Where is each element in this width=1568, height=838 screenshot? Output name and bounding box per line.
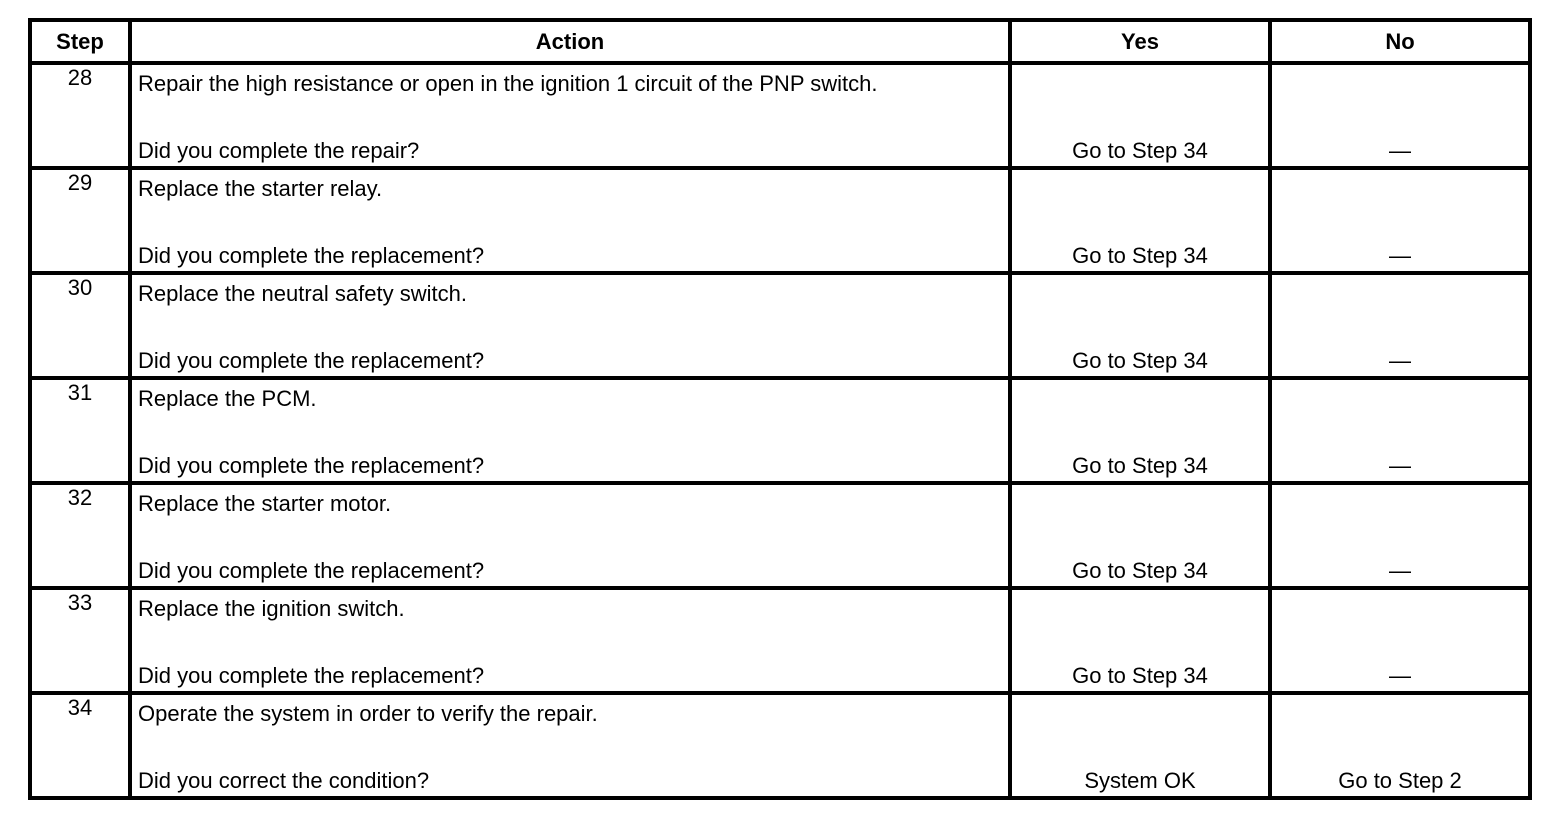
yes-cell [1010,378,1270,483]
no-result: — [1389,558,1411,583]
no-cell [1270,168,1530,273]
step-number: 31 [30,378,130,483]
no-result: — [1389,663,1411,688]
action-cell [130,483,1010,588]
yes-result: Go to Step 34 [1072,138,1208,163]
action-instruction: Replace the neutral safety switch. [138,281,467,306]
table-row [30,378,1530,483]
yes-result: Go to Step 34 [1072,663,1208,688]
yes-result: Go to Step 34 [1072,558,1208,583]
yes-cell [1010,63,1270,168]
action-question: Did you complete the replacement? [138,243,485,268]
step-number: 32 [30,483,130,588]
action-instruction: Replace the starter relay. [138,176,383,201]
no-result: — [1389,138,1411,163]
action-question: Did you correct the condition? [138,768,430,793]
no-cell [1270,588,1530,693]
no-cell [1270,693,1530,798]
action-instruction: Operate the system in order to verify the repair. [138,701,598,726]
table-row [30,483,1530,588]
header-action: Action [130,20,1010,63]
action-question: Did you complete the repair? [138,138,420,163]
header-yes: Yes [1010,20,1270,63]
step-number: 34 [30,693,130,798]
yes-cell [1010,483,1270,588]
yes-result: Go to Step 34 [1072,453,1208,478]
action-question: Did you complete the replacement? [138,558,485,583]
step-number: 29 [30,168,130,273]
no-result: — [1389,243,1411,268]
diagnostic-table [28,18,1532,800]
table-row [30,168,1530,273]
no-cell [1270,378,1530,483]
action-cell [130,168,1010,273]
table-row [30,588,1530,693]
step-number: 33 [30,588,130,693]
header-step: Step [30,20,130,63]
no-cell [1270,273,1530,378]
step-number: 30 [30,273,130,378]
action-instruction: Replace the starter motor. [138,491,392,516]
action-cell [130,63,1010,168]
no-cell [1270,483,1530,588]
action-cell [130,588,1010,693]
yes-cell [1010,588,1270,693]
no-result: — [1389,453,1411,478]
action-cell [130,378,1010,483]
action-question: Did you complete the replacement? [138,663,485,688]
no-result: — [1389,348,1411,373]
table-header-row [30,20,1530,63]
yes-cell [1010,168,1270,273]
no-result: Go to Step 2 [1338,768,1462,793]
action-instruction: Replace the PCM. [138,386,317,411]
table-row [30,273,1530,378]
action-question: Did you complete the replacement? [138,348,485,373]
yes-result: Go to Step 34 [1072,348,1208,373]
yes-result: Go to Step 34 [1072,243,1208,268]
table-row [30,63,1530,168]
yes-cell [1010,693,1270,798]
table-row [30,693,1530,798]
yes-cell [1010,273,1270,378]
action-cell [130,693,1010,798]
action-instruction: Repair the high resistance or open in the ignition 1 circuit of the PNP switch. [138,71,878,96]
action-cell [130,273,1010,378]
action-instruction: Replace the ignition switch. [138,596,405,621]
action-question: Did you complete the replacement? [138,453,485,478]
header-no: No [1270,20,1530,63]
step-number: 28 [30,63,130,168]
no-cell [1270,63,1530,168]
yes-result: System OK [1084,768,1196,793]
